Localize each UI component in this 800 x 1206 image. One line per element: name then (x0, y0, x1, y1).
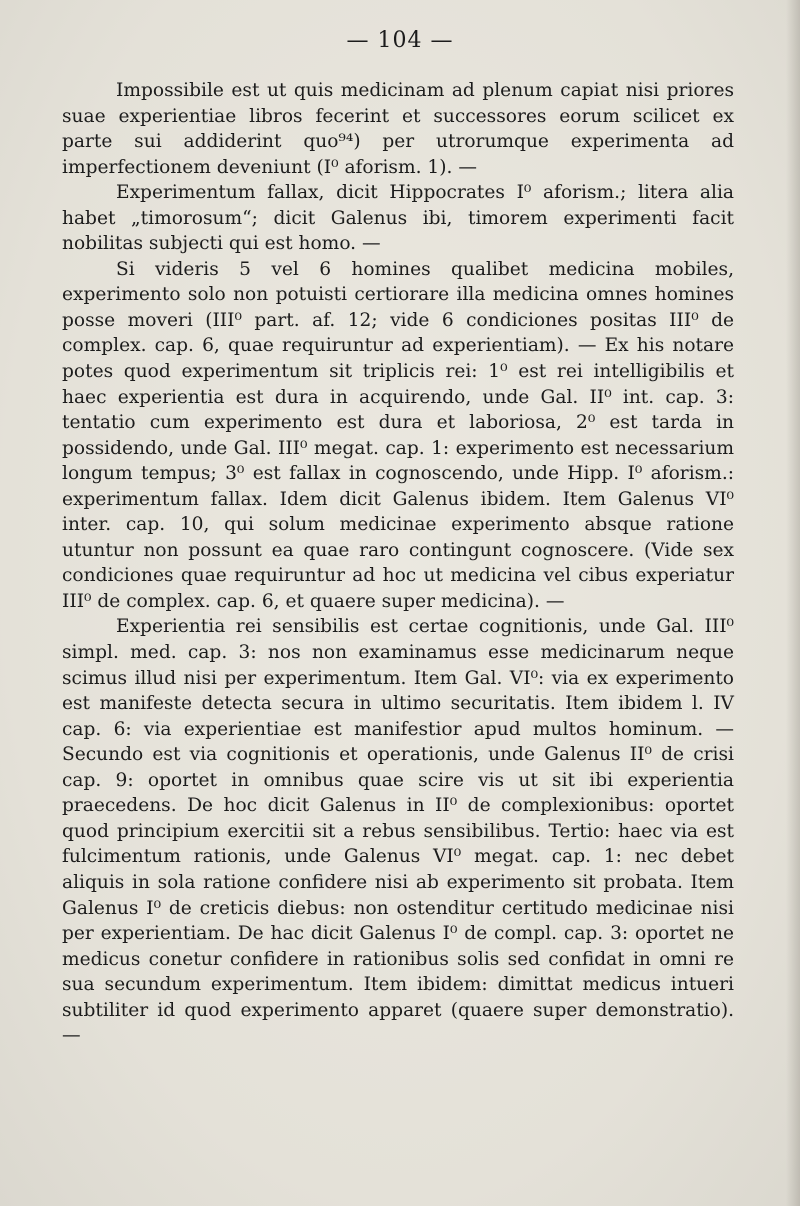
paragraph-4: Experientia rei sensibilis est certae cognitionis, unde Gal. III⁰ simpl. med. cap. 3: nos non examinamus esse medicinarum neque scimus illud nisi per experimentum. Item Gal. VI⁰: via ex experimento est manifeste detecta secura in ultimo securitatis. Item ibidem l. IV cap. 6: via experientiae est manifestior apud multos hominum. — Secundo est via cognitionis et operationis, unde Galenus II⁰ de crisi cap. 9: oportet in omnibus quae scire vis ut sit ibi experientia praecedens. De hoc dicit Galenus in II⁰ de complexionibus: oportet quod principium exercitii sit a rebus sensibilibus. Tertio: haec via est fulcimentum rationis, unde Galenus VI⁰ megat. cap. 1: nec debet aliquis in sola ratione confidere nisi ab experimento sit probata. Item Galenus I⁰ de creticis diebus: non ostenditur certitudo medicinae nisi per experientiam. De hac dicit Galenus I⁰ de compl. cap. 3: oportet ne medicus conetur confidere in rationibus solis sed confidat in omni re sua secundum experimentum. Item ibidem: dimittat medicus intueri subtiliter id quod experimento apparet (quaere super demonstratio). — (62, 616, 734, 1047)
page-edge-shadow (786, 0, 800, 1206)
paragraph-1: Impossibile est ut quis medicinam ad plenum capiat nisi priores suae experientiae libros fecerint et successores eorum scilicet ex parte sui addiderint quo⁹⁴) per utrorumque experimenta ad imperfectionem deveniunt (I⁰ aforism. 1). — (62, 80, 734, 178)
page-number-header: — 104 — (346, 28, 454, 53)
paragraph-3: Si videris 5 vel 6 homines qualibet medicina mobiles, experimento solo non potuisti certiorare illa medicina omnes homines posse moveri (III⁰ part. af. 12; vide 6 condiciones positas III⁰ de complex. cap. 6, quae requiruntur ad experientiam). — Ex his notare potes quod experimentum sit triplicis rei: 1⁰ est rei intelligibilis et haec experientia est dura in acquirendo, unde Gal. II⁰ int. cap. 3: tentatio cum experimento est dura et laboriosa, 2⁰ est tarda in possidendo, unde Gal. III⁰ megat. cap. 1: experimento est necessarium longum tempus; 3⁰ est fallax in cognoscendo, unde Hipp. I⁰ aforism.: experimentum fallax. Idem dicit Galenus ibidem. Item Galenus VI⁰ inter. cap. 10, qui solum medicinae experimento absque ratione utuntur non possunt ea quae raro contingunt cognoscere. (Vide sex condiciones quae requiruntur ad hoc ut medicina vel cibus experiatur III⁰ de complex. cap. 6, et quaere super medicina). — (62, 258, 734, 612)
paragraph-2: Experimentum fallax, dicit Hippocrates I⁰ aforism.; litera alia habet „timorosum“; dicit Galenus ibi, timorem experimenti facit nobilitas subjecti qui est homo. — (62, 182, 734, 255)
body-text (62, 78, 734, 1049)
